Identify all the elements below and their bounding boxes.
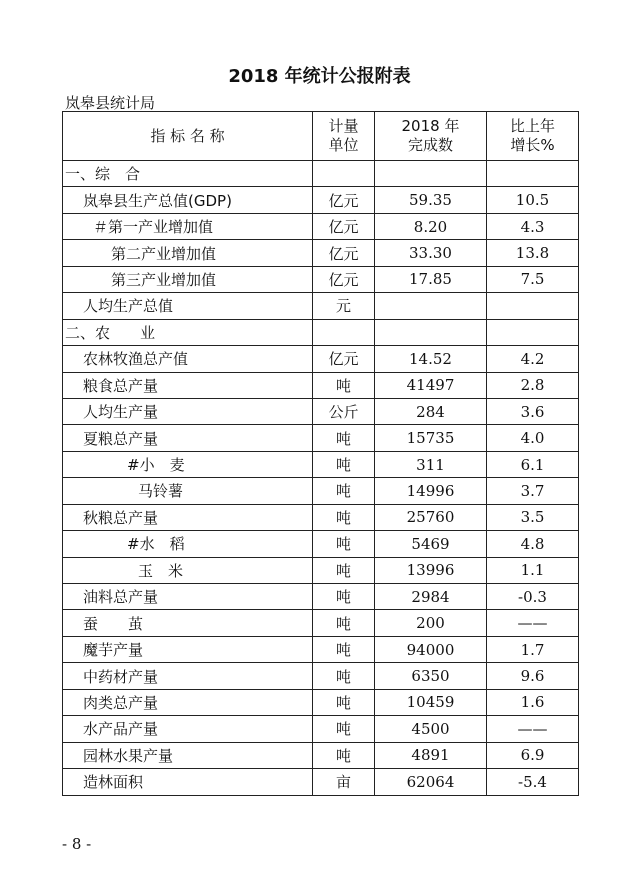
statistics-table bbox=[62, 111, 579, 796]
table-row bbox=[63, 636, 579, 662]
row-unit: 吨 bbox=[313, 531, 375, 557]
row-value bbox=[375, 319, 487, 345]
row-name: 造林面积 bbox=[63, 769, 313, 795]
row-value: 17.85 bbox=[375, 266, 487, 292]
table-row bbox=[63, 187, 579, 213]
header-value-line1: 2018 年 bbox=[401, 117, 460, 135]
row-name: 岚皋县生产总值(GDP) bbox=[63, 187, 313, 213]
row-name: 玉 米 bbox=[63, 557, 313, 583]
row-growth: 3.5 bbox=[487, 504, 579, 530]
row-growth: —— bbox=[487, 716, 579, 742]
row-growth: -0.3 bbox=[487, 584, 579, 610]
row-unit: 吨 bbox=[313, 478, 375, 504]
row-value: 311 bbox=[375, 451, 487, 477]
table-row bbox=[63, 478, 579, 504]
row-value: 14.52 bbox=[375, 346, 487, 372]
row-unit: 亿元 bbox=[313, 187, 375, 213]
page-number: - 8 - bbox=[62, 835, 92, 853]
row-growth: 3.7 bbox=[487, 478, 579, 504]
table-row bbox=[63, 213, 579, 239]
row-name: #小 麦 bbox=[63, 451, 313, 477]
row-name: 马铃薯 bbox=[63, 478, 313, 504]
row-unit: 亿元 bbox=[313, 346, 375, 372]
row-name: 秋粮总产量 bbox=[63, 504, 313, 530]
row-growth: 4.0 bbox=[487, 425, 579, 451]
header-value-line2: 完成数 bbox=[407, 136, 453, 154]
table-row bbox=[63, 425, 579, 451]
row-unit: 公斤 bbox=[313, 398, 375, 424]
row-name: 水产品产量 bbox=[63, 716, 313, 742]
row-unit: 吨 bbox=[313, 636, 375, 662]
header-growth-line1: 比上年 bbox=[509, 117, 555, 135]
row-value: 59.35 bbox=[375, 187, 487, 213]
organization-label: 岚皋县统计局 bbox=[65, 94, 156, 112]
row-name: 肉类总产量 bbox=[63, 689, 313, 715]
table-row bbox=[63, 319, 579, 345]
header-unit-line1: 计量 bbox=[328, 117, 359, 135]
row-name: 夏粮总产量 bbox=[63, 425, 313, 451]
row-value: 284 bbox=[375, 398, 487, 424]
header-unit bbox=[313, 112, 375, 161]
row-value: 15735 bbox=[375, 425, 487, 451]
row-growth: 4.8 bbox=[487, 531, 579, 557]
table-row bbox=[63, 716, 579, 742]
row-name: 粮食总产量 bbox=[63, 372, 313, 398]
row-name: 农林牧渔总产值 bbox=[63, 346, 313, 372]
table-row bbox=[63, 769, 579, 795]
row-value: 94000 bbox=[375, 636, 487, 662]
row-unit: 亩 bbox=[313, 769, 375, 795]
table-row bbox=[63, 161, 579, 187]
row-growth: 2.8 bbox=[487, 372, 579, 398]
row-growth bbox=[487, 161, 579, 187]
row-value: 62064 bbox=[375, 769, 487, 795]
table-row bbox=[63, 451, 579, 477]
row-unit: 元 bbox=[313, 293, 375, 319]
page-title: 2018 年统计公报附表 bbox=[228, 66, 411, 87]
row-growth: 10.5 bbox=[487, 187, 579, 213]
row-value: 200 bbox=[375, 610, 487, 636]
header-growth-line2: 增长% bbox=[510, 136, 555, 154]
row-unit: 吨 bbox=[313, 663, 375, 689]
row-unit: 吨 bbox=[313, 610, 375, 636]
row-growth: 9.6 bbox=[487, 663, 579, 689]
table-row bbox=[63, 584, 579, 610]
row-value: 25760 bbox=[375, 504, 487, 530]
row-name: 中药材产量 bbox=[63, 663, 313, 689]
table-row bbox=[63, 346, 579, 372]
row-unit: 吨 bbox=[313, 716, 375, 742]
table-row bbox=[63, 266, 579, 292]
row-value: 10459 bbox=[375, 689, 487, 715]
table-row bbox=[63, 240, 579, 266]
row-unit: 吨 bbox=[313, 742, 375, 768]
table-row bbox=[63, 689, 579, 715]
row-value: 41497 bbox=[375, 372, 487, 398]
header-indicator bbox=[63, 112, 313, 161]
row-growth: 1.1 bbox=[487, 557, 579, 583]
table-row bbox=[63, 504, 579, 530]
header-growth bbox=[487, 112, 579, 161]
table-row bbox=[63, 610, 579, 636]
row-name: 二、农 业 bbox=[63, 319, 313, 345]
row-unit: 吨 bbox=[313, 372, 375, 398]
row-unit: 亿元 bbox=[313, 240, 375, 266]
row-unit bbox=[313, 319, 375, 345]
table-row bbox=[63, 663, 579, 689]
row-value: 13996 bbox=[375, 557, 487, 583]
row-growth: 1.7 bbox=[487, 636, 579, 662]
table-row bbox=[63, 293, 579, 319]
row-value: 5469 bbox=[375, 531, 487, 557]
row-growth bbox=[487, 319, 579, 345]
row-growth: 4.2 bbox=[487, 346, 579, 372]
row-growth bbox=[487, 293, 579, 319]
row-unit bbox=[313, 161, 375, 187]
row-unit: 吨 bbox=[313, 689, 375, 715]
row-unit: 吨 bbox=[313, 557, 375, 583]
table-row bbox=[63, 531, 579, 557]
table-row bbox=[63, 372, 579, 398]
table-row bbox=[63, 742, 579, 768]
row-name: ＃第一产业增加值 bbox=[63, 213, 313, 239]
row-name: 一、综 合 bbox=[63, 161, 313, 187]
row-value: 8.20 bbox=[375, 213, 487, 239]
row-growth: 6.9 bbox=[487, 742, 579, 768]
row-growth: 1.6 bbox=[487, 689, 579, 715]
row-name: 蚕 茧 bbox=[63, 610, 313, 636]
row-unit: 吨 bbox=[313, 584, 375, 610]
row-unit: 亿元 bbox=[313, 213, 375, 239]
table-row bbox=[63, 398, 579, 424]
row-name: 人均生产总值 bbox=[63, 293, 313, 319]
row-growth: 13.8 bbox=[487, 240, 579, 266]
row-growth: 7.5 bbox=[487, 266, 579, 292]
row-growth: -5.4 bbox=[487, 769, 579, 795]
row-growth: —— bbox=[487, 610, 579, 636]
row-value: 4891 bbox=[375, 742, 487, 768]
row-unit: 吨 bbox=[313, 425, 375, 451]
row-value bbox=[375, 161, 487, 187]
row-unit: 吨 bbox=[313, 451, 375, 477]
row-growth: 3.6 bbox=[487, 398, 579, 424]
row-value: 4500 bbox=[375, 716, 487, 742]
row-value: 2984 bbox=[375, 584, 487, 610]
row-unit: 亿元 bbox=[313, 266, 375, 292]
row-value: 33.30 bbox=[375, 240, 487, 266]
header-unit-line2: 单位 bbox=[328, 136, 359, 154]
row-value: 14996 bbox=[375, 478, 487, 504]
row-name: 人均生产量 bbox=[63, 398, 313, 424]
row-value bbox=[375, 293, 487, 319]
row-name: 油料总产量 bbox=[63, 584, 313, 610]
header-value bbox=[375, 112, 487, 161]
row-unit: 吨 bbox=[313, 504, 375, 530]
row-name: 魔芋产量 bbox=[63, 636, 313, 662]
row-growth: 6.1 bbox=[487, 451, 579, 477]
header-indicator-text: 指 标 名 称 bbox=[150, 126, 225, 145]
row-name: 第三产业增加值 bbox=[63, 266, 313, 292]
table-row bbox=[63, 557, 579, 583]
row-name: 第二产业增加值 bbox=[63, 240, 313, 266]
row-name: 园林水果产量 bbox=[63, 742, 313, 768]
row-growth: 4.3 bbox=[487, 213, 579, 239]
row-name: #水 稻 bbox=[63, 531, 313, 557]
table-header-row bbox=[63, 112, 579, 161]
row-value: 6350 bbox=[375, 663, 487, 689]
